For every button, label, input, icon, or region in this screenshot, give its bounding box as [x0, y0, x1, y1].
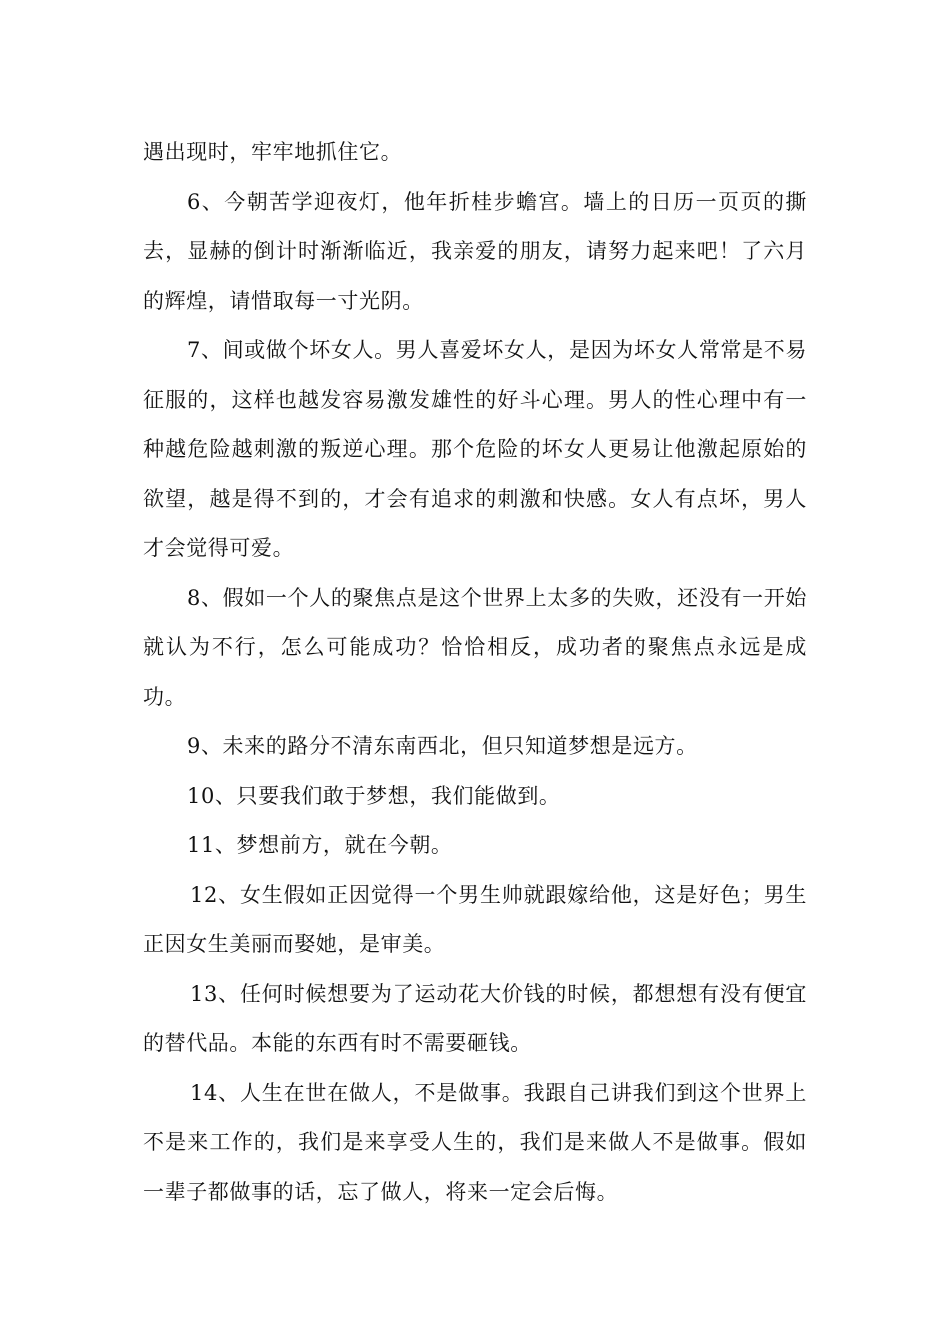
paragraph-13: 13、任何时候想要为了运动花大价钱的时候，都想想有没有便宜的替代品。本能的东西有时不需要砸钱。 [143, 981, 807, 1055]
paragraph-6: 6、今朝苦学迎夜灯，他年折桂步蟾宫。墙上的日历一页页的撕去，显赫的倒计时渐渐临近，我亲爱的朋友，请努力起来吧！了六月的辉煌，请惜取每一寸光阴。 [143, 189, 807, 313]
paragraph-9: 9、未来的路分不清东南西北，但只知道梦想是远方。 [187, 734, 698, 758]
paragraph-12: 12、女生假如正因觉得一个男生帅就跟嫁给他，这是好色；男生正因女生美丽而娶她，是审美。 [143, 882, 807, 956]
paragraph-11: 11、梦想前方，就在今朝。 [187, 833, 453, 857]
paragraph-14: 14、人生在世在做人，不是做事。我跟自己讲我们到这个世界上不是来工作的，我们是来享受人生的，我们是来做人不是做事。假如一辈子都做事的话，忘了做人，将来一定会后悔。 [143, 1080, 807, 1204]
paragraph-7: 7、间或做个坏女人。男人喜爱坏女人，是因为坏女人常常是不易征服的，这样也越发容易激发雄性的好斗心理。男人的性心理中有一种越危险越刺激的叛逆心理。那个危险的坏女人更易让他激起原始的欲望，越是得不到的，才会有追求的刺激和快感。女人有点坏，男人才会觉得可爱。 [143, 338, 807, 560]
document-body [143, 128, 807, 1217]
paragraph-10: 10、只要我们敢于梦想，我们能做到。 [187, 783, 561, 808]
paragraph-8: 8、假如一个人的聚焦点是这个世界上太多的失败，还没有一开始就认为不行，怎么可能成功？恰恰相反，成功者的聚焦点永远是成功。 [143, 585, 807, 709]
paragraph-5-continuation: 遇出现时，牢牢地抓住它。 [143, 140, 403, 164]
